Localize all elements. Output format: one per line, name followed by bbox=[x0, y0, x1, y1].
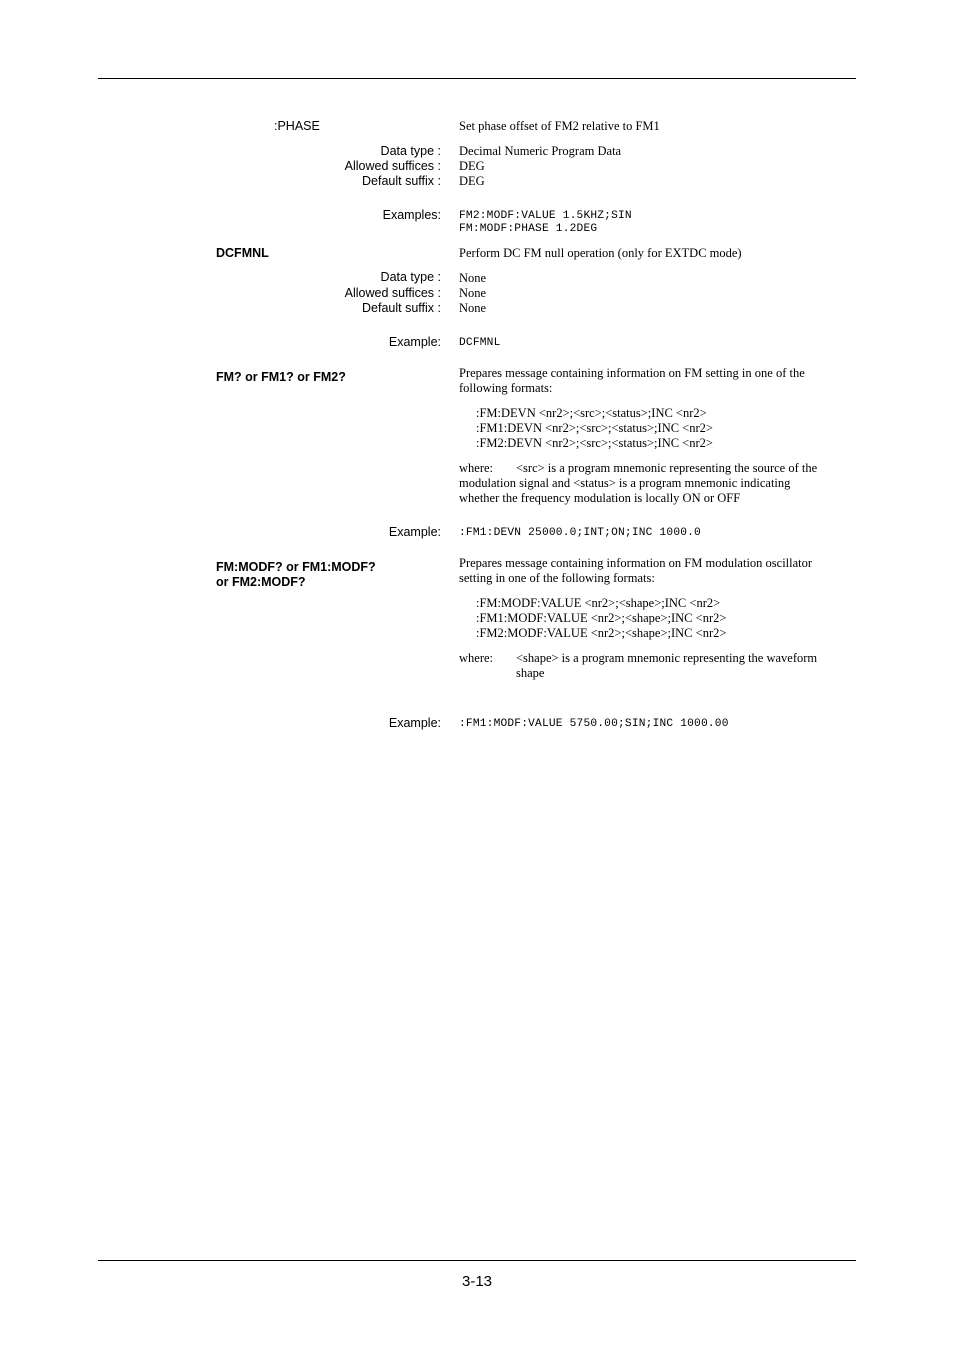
fm-modf-query-example-label: Example: bbox=[388, 716, 441, 730]
fm-query-where-label: where: bbox=[459, 461, 494, 475]
phase-example-1: FM2:MODF:VALUE 1.5KHZ;SIN bbox=[459, 210, 632, 222]
footer-rule bbox=[98, 1260, 856, 1261]
fm-modf-query-where-text: <shape> is a program mnemonic representing the waveform shape bbox=[516, 651, 818, 680]
phase-heading: :PHASE bbox=[274, 119, 320, 133]
dcfmnl-example: DCFMNL bbox=[459, 337, 501, 349]
phase-example-2: FM:MODF:PHASE 1.2DEG bbox=[459, 223, 598, 235]
phase-data-type-label: Data type : bbox=[380, 144, 441, 158]
phase-description: Set phase offset of FM2 relative to FM1 bbox=[459, 119, 660, 133]
dcfmnl-description: Perform DC FM null operation (only for EXTDC mode) bbox=[459, 246, 742, 260]
dcfmnl-default-suffix-label: Default suffix : bbox=[362, 301, 441, 315]
dcfmnl-example-label: Example: bbox=[388, 335, 441, 349]
dcfmnl-allowed-suffices-value: None bbox=[459, 286, 487, 300]
fm-modf-query-heading-line-2: or FM2:MODF? bbox=[216, 575, 306, 589]
fm-modf-query-format-1: :FM:MODF:VALUE <nr2>;<shape>;INC <nr2> bbox=[476, 596, 721, 610]
fm-query-where-text: <src> is a program mnemonic representing the source of the modulation signal and <status> is a program mnemonic indicating whether the frequency modulation is locally ON or OFF bbox=[459, 461, 818, 505]
phase-data-type-value: Decimal Numeric Program Data bbox=[459, 144, 622, 158]
dcfmnl-data-type-label: Data type : bbox=[380, 270, 441, 284]
fm-query-heading: FM? or FM1? or FM2? bbox=[216, 370, 346, 384]
phase-allowed-suffices-label: Allowed suffices : bbox=[344, 159, 441, 173]
fm-query-example: :FM1:DEVN 25000.0;INT;ON;INC 1000.0 bbox=[459, 527, 701, 539]
fm-query-format-3: :FM2:DEVN <nr2>;<src>;<status>;INC <nr2> bbox=[476, 436, 713, 450]
page-number: 3-13 bbox=[461, 1273, 493, 1290]
fm-query-format-2: :FM1:DEVN <nr2>;<src>;<status>;INC <nr2> bbox=[476, 421, 713, 435]
phase-allowed-suffices-value: DEG bbox=[459, 159, 485, 173]
fm-modf-query-heading-line-1: FM:MODF? or FM1:MODF? bbox=[216, 560, 376, 574]
fm-query-description: Prepares message containing information on FM setting in one of the following formats: bbox=[459, 366, 805, 395]
header-rule bbox=[98, 78, 856, 79]
dcfmnl-heading: DCFMNL bbox=[216, 246, 269, 260]
fm-modf-query-where-label: where: bbox=[459, 651, 494, 665]
dcfmnl-allowed-suffices-label: Allowed suffices : bbox=[344, 286, 441, 300]
fm-modf-query-format-2: :FM1:MODF:VALUE <nr2>;<shape>;INC <nr2> bbox=[476, 611, 727, 625]
fm-query-example-label: Example: bbox=[388, 525, 441, 539]
phase-default-suffix-value: DEG bbox=[459, 174, 485, 188]
fm-query-format-1: :FM:DEVN <nr2>;<src>;<status>;INC <nr2> bbox=[476, 406, 707, 420]
fm-modf-query-example: :FM1:MODF:VALUE 5750.00;SIN;INC 1000.00 bbox=[459, 718, 729, 730]
dcfmnl-default-suffix-value: None bbox=[459, 301, 487, 315]
phase-default-suffix-label: Default suffix : bbox=[362, 174, 441, 188]
phase-examples-label: Examples: bbox=[382, 208, 441, 222]
dcfmnl-data-type-value: None bbox=[459, 271, 487, 285]
fm-modf-query-format-3: :FM2:MODF:VALUE <nr2>;<shape>;INC <nr2> bbox=[476, 626, 727, 640]
fm-modf-query-description: Prepares message containing information on FM modulation oscillator setting in one of the following formats: bbox=[459, 556, 813, 585]
